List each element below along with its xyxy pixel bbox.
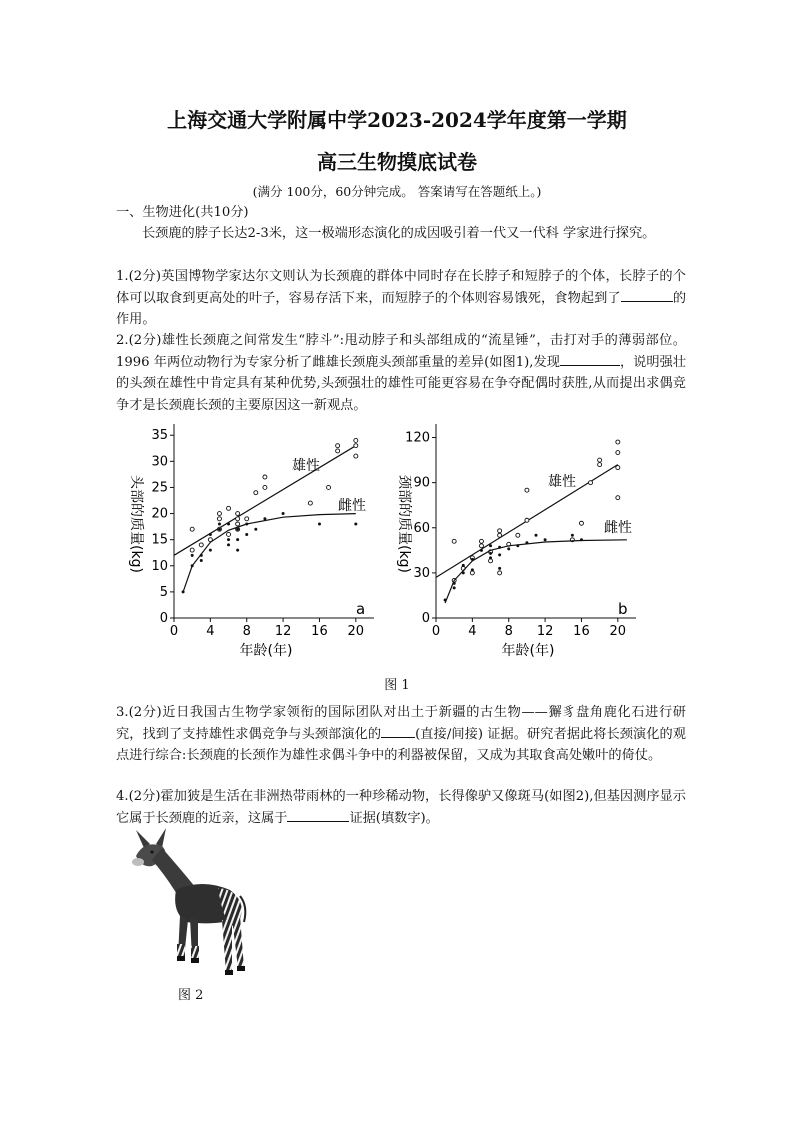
q3-text-after: (直接/间接) 证据。研究者据此将长颈演化的观点进行综合:长颈鹿的长颈作为雄性求偶斗争中的利器被保留，又成为其取食高处嫩叶的倚仗。 xyxy=(116,726,686,764)
figure-2-caption: 图 2 xyxy=(178,988,204,1003)
male-data-point xyxy=(616,496,620,500)
female-data-point xyxy=(571,534,574,537)
male-data-point xyxy=(336,449,340,453)
q4-text-after: 证据(填数字)。 xyxy=(349,810,439,826)
male-data-point xyxy=(589,481,593,485)
male-data-point xyxy=(525,518,529,522)
y-axis-label: 头部的质量(kg) xyxy=(128,475,144,573)
female-data-point xyxy=(227,538,230,541)
male-data-point xyxy=(479,539,483,543)
male-data-point xyxy=(516,533,520,537)
male-data-point xyxy=(236,517,240,521)
female-series-label: 雌性 xyxy=(338,498,366,514)
exam-note: (满分 100分，60分钟完成。 答案请写在答题纸上。) xyxy=(252,184,542,199)
male-data-point xyxy=(354,444,358,448)
female-data-point xyxy=(218,528,221,531)
male-data-point xyxy=(598,463,602,467)
x-tick-label: 8 xyxy=(242,624,251,639)
female-data-point xyxy=(580,538,583,541)
y-tick-label: 15 xyxy=(151,532,168,548)
q4-text-before: 4.(2分)霍加狓是生活在非洲热带雨林的一种珍稀动物，长得像驴又像斑马(如图2),但基因测序显示它属于长颈鹿的近亲，这属于 xyxy=(116,789,686,826)
male-data-point xyxy=(479,544,483,548)
y-tick-label: 35 xyxy=(151,428,168,444)
female-data-point xyxy=(191,564,194,567)
section-intro: 长颈鹿的脖子长达2-3米，这一极端形态演化的成因吸引着一代又一代科 学家进行探究。 xyxy=(142,226,656,241)
x-tick-label: 20 xyxy=(347,624,365,639)
q3-text-before: 3.(2分)近日我国古生物学家领衔的国际团队对出土于新疆的古生物——獬豸盘角鹿化石进行研究，找到了支持雄性求偶竞争与头颈部演化的 xyxy=(116,705,686,742)
female-data-point xyxy=(471,568,474,571)
male-data-point xyxy=(190,548,194,552)
male-data-point xyxy=(227,506,231,510)
male-data-point xyxy=(263,485,267,489)
female-data-point xyxy=(218,523,221,526)
male-data-point xyxy=(217,517,221,521)
question-4 xyxy=(116,786,686,829)
female-data-point xyxy=(498,553,501,556)
male-data-point xyxy=(579,521,583,525)
x-tick-label: 12 xyxy=(536,624,554,639)
female-data-point xyxy=(489,544,492,547)
x-tick-label: 20 xyxy=(609,624,627,639)
male-data-point xyxy=(498,529,502,533)
figure-1-caption: 图 1 xyxy=(384,678,410,693)
question-1 xyxy=(116,266,686,331)
male-data-point xyxy=(452,539,456,543)
female-data-point xyxy=(453,586,456,589)
male-data-point xyxy=(598,458,602,462)
y-tick-label: 90 xyxy=(413,475,430,491)
male-data-point xyxy=(354,438,358,442)
female-data-point xyxy=(182,590,185,593)
y-tick-label: 20 xyxy=(151,506,168,522)
male-data-point xyxy=(227,532,231,536)
y-tick-label: 0 xyxy=(421,611,430,626)
female-data-point xyxy=(489,552,492,555)
female-data-point xyxy=(453,582,456,585)
male-trend-line xyxy=(174,446,356,556)
female-data-point xyxy=(254,528,257,531)
male-data-point xyxy=(616,466,620,470)
q3-answer-blank[interactable] xyxy=(381,725,415,738)
female-data-point xyxy=(544,538,547,541)
male-data-point xyxy=(217,512,221,516)
q1-text-before: 1.(2分)英国博物学家达尔文则认为长颈鹿的群体中同时存在长脖子和短脖子的个体，长脖子的个体可以取食到更高处的叶子，容易存活下来，而短脖子的个体则容易饿死，食物起到了 xyxy=(116,269,686,306)
male-data-point xyxy=(354,454,358,458)
female-data-point xyxy=(236,549,239,552)
y-tick-label: 10 xyxy=(151,558,168,574)
male-series-label: 雄性 xyxy=(292,458,320,474)
female-data-point xyxy=(209,533,212,536)
female-data-point xyxy=(354,523,357,526)
male-data-point xyxy=(236,512,240,516)
q2-text-before: 2.(2分)雄性长颈鹿之间常发生“脖斗”:甩动脖子和头部组成的“流星锤”，击打对手的薄弱部位。1996 年两位动物行为专家分析了雌雄长颈鹿头颈部重量的差异(如图1),发现 xyxy=(116,333,686,370)
question-3 xyxy=(116,702,686,767)
q2-answer-blank[interactable] xyxy=(560,353,620,366)
x-tick-label: 16 xyxy=(573,624,590,639)
female-data-point xyxy=(498,567,501,570)
female-data-point xyxy=(498,546,501,549)
female-data-point xyxy=(209,549,212,552)
female-data-point xyxy=(282,512,285,515)
x-tick-label: 4 xyxy=(206,624,215,639)
panel-label: a xyxy=(356,600,366,618)
female-data-point xyxy=(489,556,492,559)
female-data-point xyxy=(444,598,447,601)
question-2 xyxy=(116,330,686,416)
male-data-point xyxy=(236,522,240,526)
female-data-point xyxy=(318,523,321,526)
male-data-point xyxy=(336,444,340,448)
x-tick-label: 0 xyxy=(431,624,441,639)
x-tick-label: 16 xyxy=(311,624,328,639)
male-data-point xyxy=(190,527,194,531)
q1-text-after: 的作用。 xyxy=(116,290,687,328)
male-data-point xyxy=(616,440,620,444)
x-tick-label: 0 xyxy=(169,624,179,639)
x-axis-label: 年龄(年) xyxy=(239,643,293,659)
y-tick-label: 120 xyxy=(405,430,430,446)
q2-text-after: ，说明强壮的头颈在雄性中肯定具有某种优势,头颈强壮的雄性可能更容易在争夺配偶时获胜,从而提出求偶竞争才是长颈鹿长颈的主要原因这一新观点。 xyxy=(116,354,687,413)
female-data-point xyxy=(227,543,230,546)
x-tick-label: 12 xyxy=(274,624,292,639)
female-trend-line xyxy=(183,514,356,592)
male-data-point xyxy=(254,491,258,495)
panel-label: b xyxy=(618,600,628,618)
male-data-point xyxy=(327,485,331,489)
female-data-point xyxy=(525,541,528,544)
female-data-point xyxy=(462,564,465,567)
male-data-point xyxy=(245,517,249,521)
female-data-point xyxy=(535,534,538,537)
x-axis-label: 年龄(年) xyxy=(501,643,555,659)
section-heading: 一、生物进化(共10分) xyxy=(116,205,249,220)
female-data-point xyxy=(200,559,203,562)
male-data-point xyxy=(308,501,312,505)
female-data-point xyxy=(191,554,194,557)
figure-1a-chart xyxy=(118,418,390,668)
female-data-point xyxy=(471,558,474,561)
male-data-point xyxy=(498,571,502,575)
female-data-point xyxy=(245,523,248,526)
female-data-point xyxy=(462,571,465,574)
male-data-point xyxy=(263,475,267,479)
male-data-point xyxy=(525,488,529,492)
female-data-point xyxy=(263,517,266,520)
female-series-label: 雌性 xyxy=(604,520,632,536)
okapi-illustration xyxy=(122,826,272,978)
y-tick-label: 60 xyxy=(413,520,430,536)
male-data-point xyxy=(489,559,493,563)
female-data-point xyxy=(236,538,239,541)
q1-answer-blank[interactable] xyxy=(621,289,673,302)
female-data-point xyxy=(245,533,248,536)
y-tick-label: 25 xyxy=(151,480,168,496)
male-data-point xyxy=(470,571,474,575)
male-data-point xyxy=(498,533,502,537)
exam-title: 上海交通大学附属中学2023-2024学年度第一学期 xyxy=(167,108,627,132)
x-tick-label: 8 xyxy=(504,624,513,639)
female-data-point xyxy=(480,549,483,552)
y-tick-label: 30 xyxy=(151,454,168,470)
y-tick-label: 30 xyxy=(413,565,430,581)
male-series-label: 雄性 xyxy=(548,474,576,490)
female-data-point xyxy=(516,544,519,547)
y-tick-label: 0 xyxy=(159,611,168,626)
female-data-point xyxy=(227,523,230,526)
female-data-point xyxy=(507,547,510,550)
figure-1b-chart xyxy=(388,418,660,668)
female-data-point xyxy=(200,554,203,557)
q4-answer-blank[interactable] xyxy=(287,809,349,822)
exam-subtitle: 高三生物摸底试卷 xyxy=(317,150,477,174)
x-tick-label: 4 xyxy=(468,624,477,639)
male-data-point xyxy=(199,543,203,547)
y-axis-label: 颈部的质量(kg) xyxy=(396,475,412,573)
female-data-point xyxy=(236,528,239,531)
male-data-point xyxy=(616,451,620,455)
y-tick-label: 5 xyxy=(159,584,168,600)
